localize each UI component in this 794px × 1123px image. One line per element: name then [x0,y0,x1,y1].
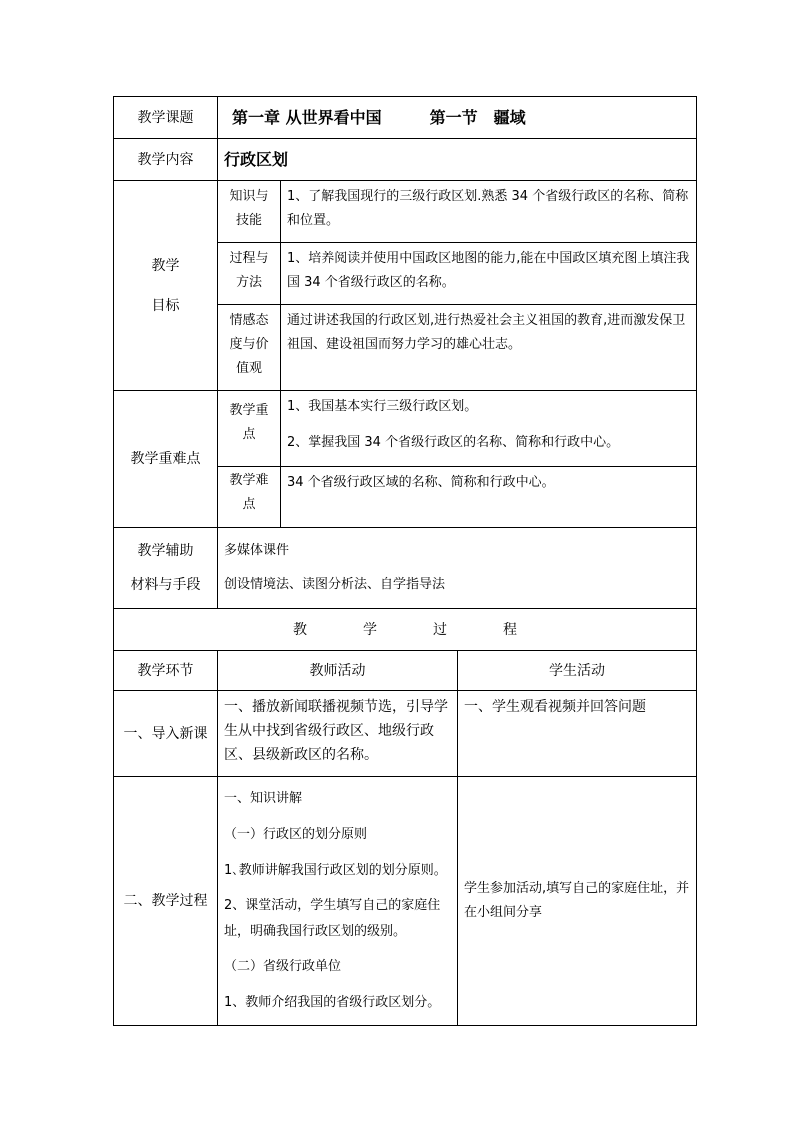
difficulty-category: 教学难 点 [218,467,281,528]
lesson-plan-table [113,96,697,1026]
difficulty-text: 34 个省级行政区域的名称、简称和行政中心。 [281,467,697,528]
objectives-label-line1: 教学 [151,257,180,274]
objectives-label [114,181,218,391]
aids-content [218,528,697,609]
student-activity: 学生参加活动,填写自己的家庭住址，并在小组间分享 [458,777,697,1026]
student-activity: 一、学生观看视频并回答问题 [458,691,697,777]
key-points-label: 教学重难点 [114,391,218,528]
aids-line: 多媒体课件 [224,543,290,558]
objectives-label-line2: 目标 [151,297,180,314]
teacher-line: 1､教师讲解我国行政区划的划分原则。 [224,863,447,878]
objective-text: 通过讲述我国的行政区划,进行热爱社会主义祖国的教育,进而激发保卫祖国、建设祖国而努力学习的雄心壮志。 [281,305,697,391]
col-student: 学生活动 [458,651,697,691]
col-teacher: 教师活动 [218,651,458,691]
teacher-line: 1、教师介绍我国的省级行政区划分。 [224,995,441,1010]
objective-text: 1、培养阅读并使用中国政区地图的能力,能在中国政区填充图上填注我国 34 个省级行政区的名称。 [281,243,697,305]
teacher-activity: 一、播放新闻联播视频节选，引导学生从中找到省级行政区、地级行政区、县级新政区的名称。 [218,691,458,777]
content-value: 行政区划 [218,139,697,181]
aids-line: 创设情境法、读图分析法、自学指导法 [224,577,446,592]
stage-name: 二、教学过程 [114,777,218,1026]
objective-category: 情感态 度与价 值观 [218,305,281,391]
col-stage: 教学环节 [114,651,218,691]
objective-category: 过程与 方法 [218,243,281,305]
content-label: 教学内容 [114,139,218,181]
teacher-line: （一）行政区的划分原则 [224,827,368,842]
teacher-line: （二）省级行政单位 [224,959,342,974]
teacher-line: 一、知识讲解 [224,791,303,806]
section-title: 第一节 疆域 [429,107,526,127]
course-title [218,97,697,139]
objective-text: 1、了解我国现行的三级行政区划.熟悉 34 个省级行政区的名称、简称和位置。 [281,181,697,243]
teacher-activity [218,777,458,1026]
chapter-title: 第一章 从世界看中国 [232,107,382,127]
focus-text: 1、我国基本实行三级行政区划。 2、掌握我国 34 个省级行政区的名称、简称和行政中心。 [281,391,697,467]
aids-label: 教学辅助 材料与手段 [114,528,218,609]
focus-category: 教学重 点 [218,391,281,467]
teacher-line: 2、课堂活动，学生填写自己的家庭住址，明确我国行政区划的级别。 [224,898,441,939]
objective-category: 知识与 技能 [218,181,281,243]
process-header: 教 学 过 程 [114,609,697,651]
course-label: 教学课题 [114,97,218,139]
stage-name: 一、导入新课 [114,691,218,777]
